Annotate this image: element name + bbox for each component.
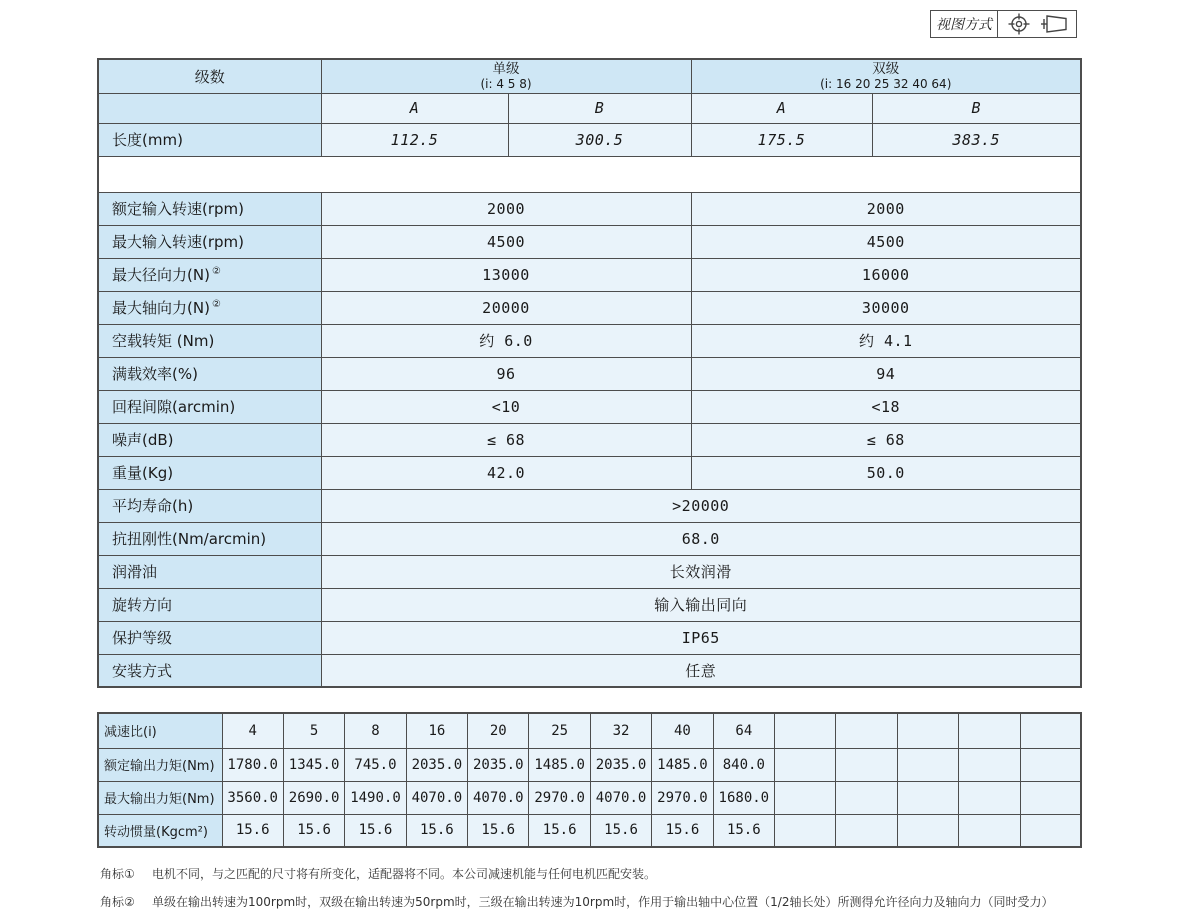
spec-row-label: 空载转矩 (Nm) [98,324,321,357]
sub-header-a2: A [691,93,872,123]
footnote-2-marker: 角标② [100,895,135,909]
ratio-cell: 4070.0 [468,781,529,814]
ratio-cell [897,814,958,847]
ratio-cell: 2970.0 [529,781,590,814]
sub-header-b2: B [872,93,1081,123]
single-stage-value: 96 [321,357,691,390]
ratio-cell: 64 [713,713,774,748]
footnote-2 [100,893,1053,910]
ratio-cell: 1345.0 [283,748,344,781]
ratio-cell [1020,748,1081,781]
ratio-cell: 2970.0 [652,781,713,814]
ratio-cell [959,781,1020,814]
spec-row-label: 噪声(dB) [98,423,321,456]
single-stage-value: <10 [321,390,691,423]
spec-row-label: 平均寿命(h) [98,489,321,522]
spec-row-label: 保护等级 [98,621,321,654]
footnote-1-marker: 角标① [100,867,135,881]
spec-row-label: 回程间隙(arcmin) [98,390,321,423]
ratio-cell: 15.6 [406,814,467,847]
ratio-cell [897,713,958,748]
single-stage-value: 2000 [321,192,691,225]
double-stage-value: 94 [691,357,1081,390]
ratio-cell: 1485.0 [529,748,590,781]
ratio-cell: 4070.0 [406,781,467,814]
ratio-cell: 15.6 [529,814,590,847]
ratio-cell [775,713,836,748]
ratio-row-label: 最大输出力矩(Nm) [98,781,222,814]
double-stage-value: 50.0 [691,456,1081,489]
ratio-cell [959,814,1020,847]
footnote-2-text: 单级在输出转速为100rpm时，双级在输出转速为50rpm时，三级在输出转速为10rpm时，作用于输出轴中心位置（1/2轴长处）所测得允许径向力及轴向力（同时受力） [152,895,1054,909]
ratio-cell [775,748,836,781]
full-span-value: IP65 [321,621,1081,654]
single-stage-title: 单级 [492,61,520,77]
spacer-row [98,156,1081,192]
sub-header-a1: A [321,93,508,123]
spec-row-label: 满载效率(%) [98,357,321,390]
spec-row-label: 额定输入转速(rpm) [98,192,321,225]
footnote-mark: ② [211,299,221,311]
spec-table [97,58,1082,688]
single-stage-header [321,59,691,93]
ratio-row-label: 转动惯量(Kgcm²) [98,814,222,847]
ratio-cell: 3560.0 [222,781,283,814]
ratio-cell: 15.6 [713,814,774,847]
full-span-value: 输入输出同向 [321,588,1081,621]
length-value: 112.5 [321,123,508,156]
single-stage-value: 约 6.0 [321,324,691,357]
single-stage-value: ≤ 68 [321,423,691,456]
view-mode-label: 视图方式 [931,11,998,37]
ratio-cell: 15.6 [222,814,283,847]
double-stage-value: 16000 [691,258,1081,291]
length-value: 383.5 [872,123,1081,156]
ratio-cell [959,748,1020,781]
spec-row-label: 润滑油 [98,555,321,588]
ratio-cell: 15.6 [590,814,651,847]
full-span-value: >20000 [321,489,1081,522]
side-view-icon[interactable] [1040,13,1068,35]
length-value: 175.5 [691,123,872,156]
ratio-cell: 5 [283,713,344,748]
double-stage-value: <18 [691,390,1081,423]
spec-row-label: 最大径向力(N) ② [98,258,321,291]
ratio-cell: 2035.0 [468,748,529,781]
spec-row-label: 最大输入转速(rpm) [98,225,321,258]
ratio-cell: 1780.0 [222,748,283,781]
double-stage-value: 2000 [691,192,1081,225]
ratio-cell [1020,713,1081,748]
double-stage-value: 4500 [691,225,1081,258]
ratio-cell: 15.6 [283,814,344,847]
double-stage-header [691,59,1081,93]
ratio-cell: 2690.0 [283,781,344,814]
footnote-1-text: 电机不同，与之匹配的尺寸将有所变化，适配器将不同。本公司减速机能与任何电机匹配安装。 [152,867,657,881]
ratio-cell: 15.6 [468,814,529,847]
single-stage-value: 20000 [321,291,691,324]
footnote-1 [100,865,656,882]
ratio-cell: 2035.0 [590,748,651,781]
sub-header-spacer [98,93,321,123]
ratio-cell: 2035.0 [406,748,467,781]
ratio-cell [897,781,958,814]
sub-header-b1: B [508,93,691,123]
ratio-cell [775,781,836,814]
ratio-cell: 25 [529,713,590,748]
double-stage-value: 约 4.1 [691,324,1081,357]
double-stage-value: 30000 [691,291,1081,324]
spec-row-label: 最大轴向力(N) ② [98,291,321,324]
ratio-cell: 1490.0 [345,781,406,814]
ratio-cell: 745.0 [345,748,406,781]
single-stage-value: 4500 [321,225,691,258]
ratio-cell: 8 [345,713,406,748]
ratio-row-label: 额定输出力矩(Nm) [98,748,222,781]
ratio-cell [836,713,897,748]
ratio-cell [836,814,897,847]
length-value: 300.5 [508,123,691,156]
ratio-cell [836,781,897,814]
full-span-value: 任意 [321,654,1081,687]
footnote-mark: ② [211,266,221,278]
single-stage-ratios: (i: 4 5 8) [480,77,532,92]
view-mode-icons [998,11,1076,37]
double-stage-value: ≤ 68 [691,423,1081,456]
ratio-cell: 15.6 [652,814,713,847]
single-stage-value: 42.0 [321,456,691,489]
ratio-cell: 15.6 [345,814,406,847]
ratio-table [97,712,1082,848]
view-mode-box [930,10,1077,38]
ratio-cell: 4070.0 [590,781,651,814]
spec-row-label: 旋转方向 [98,588,321,621]
ratio-cell: 32 [590,713,651,748]
ratio-cell [1020,781,1081,814]
ratio-cell [959,713,1020,748]
front-view-crosshair-icon[interactable] [1007,12,1031,36]
ratio-cell [1020,814,1081,847]
ratio-cell: 16 [406,713,467,748]
full-span-value: 68.0 [321,522,1081,555]
ratio-cell: 840.0 [713,748,774,781]
double-stage-ratios: (i: 16 20 25 32 40 64) [820,77,952,92]
double-stage-title: 双级 [872,61,900,77]
length-row-label: 长度(mm) [98,123,321,156]
ratio-cell: 40 [652,713,713,748]
spec-row-label: 重量(Kg) [98,456,321,489]
ratio-cell [836,748,897,781]
ratio-cell: 1485.0 [652,748,713,781]
ratio-cell [897,748,958,781]
ratio-row-label: 减速比(i) [98,713,222,748]
ratio-cell [775,814,836,847]
ratio-cell: 20 [468,713,529,748]
ratio-cell: 4 [222,713,283,748]
ratio-cell: 1680.0 [713,781,774,814]
spec-row-label: 抗扭刚性(Nm/arcmin) [98,522,321,555]
stage-count-header: 级数 [98,59,321,93]
spec-row-label: 安装方式 [98,654,321,687]
single-stage-value: 13000 [321,258,691,291]
full-span-value: 长效润滑 [321,555,1081,588]
